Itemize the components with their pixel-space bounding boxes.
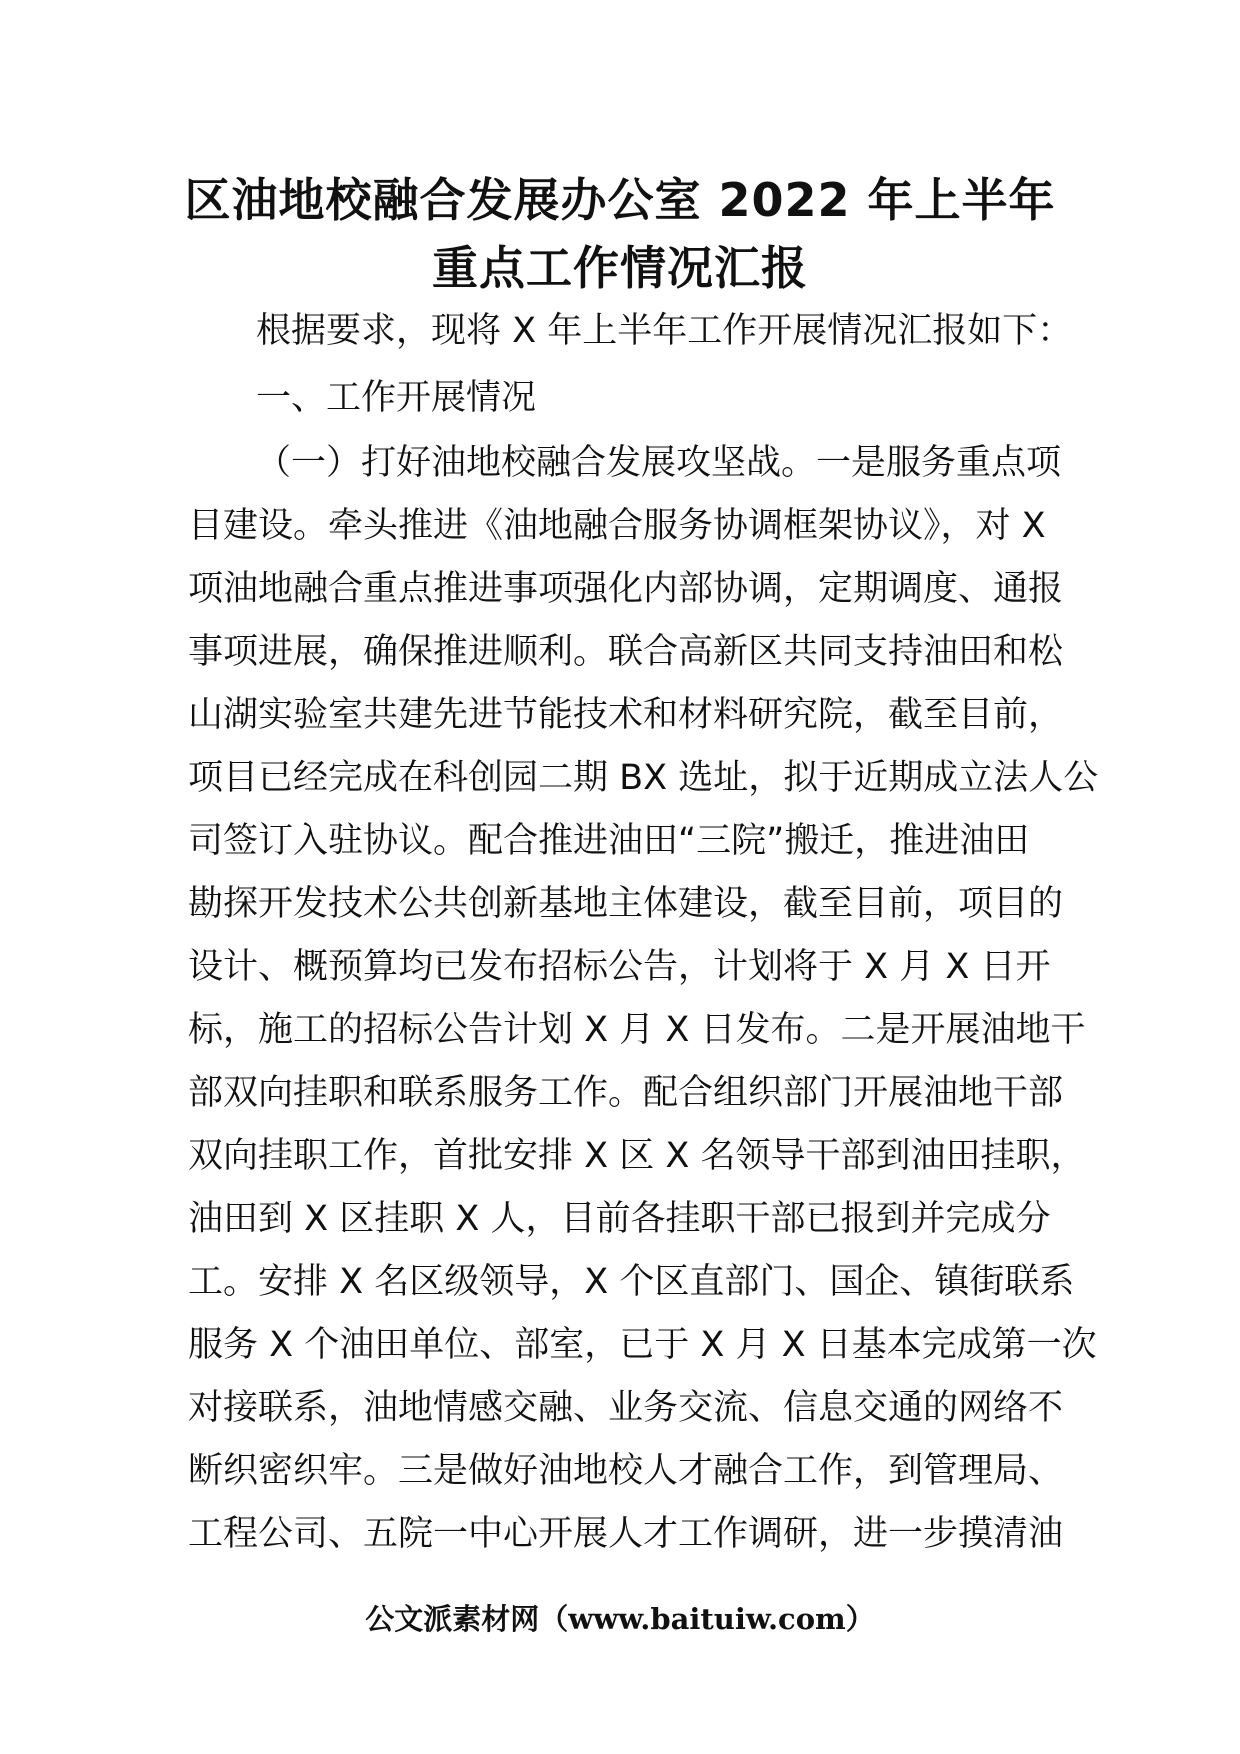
body-line: 事项进展，确保推进顺利。联合高新区共同支持油田和松 <box>188 632 1064 672</box>
body-line: 设计、概预算均已发布招标公告，计划将于 X 月 X 日开 <box>188 947 1051 987</box>
body-line: 对接联系，油地情感交融、业务交流、信息交通的网络不 <box>188 1388 1064 1428</box>
body-line: 工。安排 X 名区级领导，X 个区直部门、国企、镇街联系 <box>188 1262 1075 1302</box>
body-line: 山湖实验室共建先进节能技术和材料研究院，截至目前， <box>188 695 1064 735</box>
body-line: 勘探开发技术公共创新基地主体建设，截至目前，项目的 <box>188 884 1064 924</box>
body-line: 断织密织牢。三是做好油地校人才融合工作，到管理局、 <box>188 1451 1064 1491</box>
body-line: 项油地融合重点推进事项强化内部协调，定期调度、通报 <box>188 569 1064 609</box>
body-line: 司签订入驻协议。配合推进油田“三院”搬迁，推进油田 <box>188 821 1030 861</box>
footer-watermark: 公文派素材网（www.baituiw.com） <box>365 1602 875 1636</box>
body-line: 标，施工的招标公告计划 X 月 X 日发布。二是开展油地干 <box>188 1010 1086 1050</box>
section-heading: 一、工作开展情况 <box>256 378 537 418</box>
body-line: 部双向挂职和联系服务工作。配合组织部门开展油地干部 <box>188 1073 1064 1113</box>
body-line: 工程公司、五院一中心开展人才工作调研，进一步摸清油 <box>188 1514 1064 1554</box>
intro-paragraph: 根据要求，现将 X 年上半年工作开展情况汇报如下： <box>256 311 1073 351</box>
body-line: 油田到 X 区挂职 X 人，目前各挂职干部已报到并完成分 <box>188 1199 1051 1239</box>
body-line: 项目已经完成在科创园二期 BX 选址，拟于近期成立法人公 <box>188 758 1099 798</box>
body-line: 服务 X 个油田单位、部室，已于 X 月 X 日基本完成第一次 <box>188 1325 1097 1365</box>
document-title-line-2: 重点工作情况汇报 <box>432 241 808 295</box>
body-line: 双向挂职工作，首批安排 X 区 X 名领导干部到油田挂职， <box>188 1136 1086 1176</box>
body-line: 目建设。牵头推进《油地融合服务协调框架协议》，对 X <box>188 506 1046 546</box>
body-line: （一）打好油地校融合发展攻坚战。一是服务重点项 <box>256 443 1062 483</box>
document-title-line-1: 区油地校融合发展办公室 2022 年上半年 <box>184 173 1056 227</box>
